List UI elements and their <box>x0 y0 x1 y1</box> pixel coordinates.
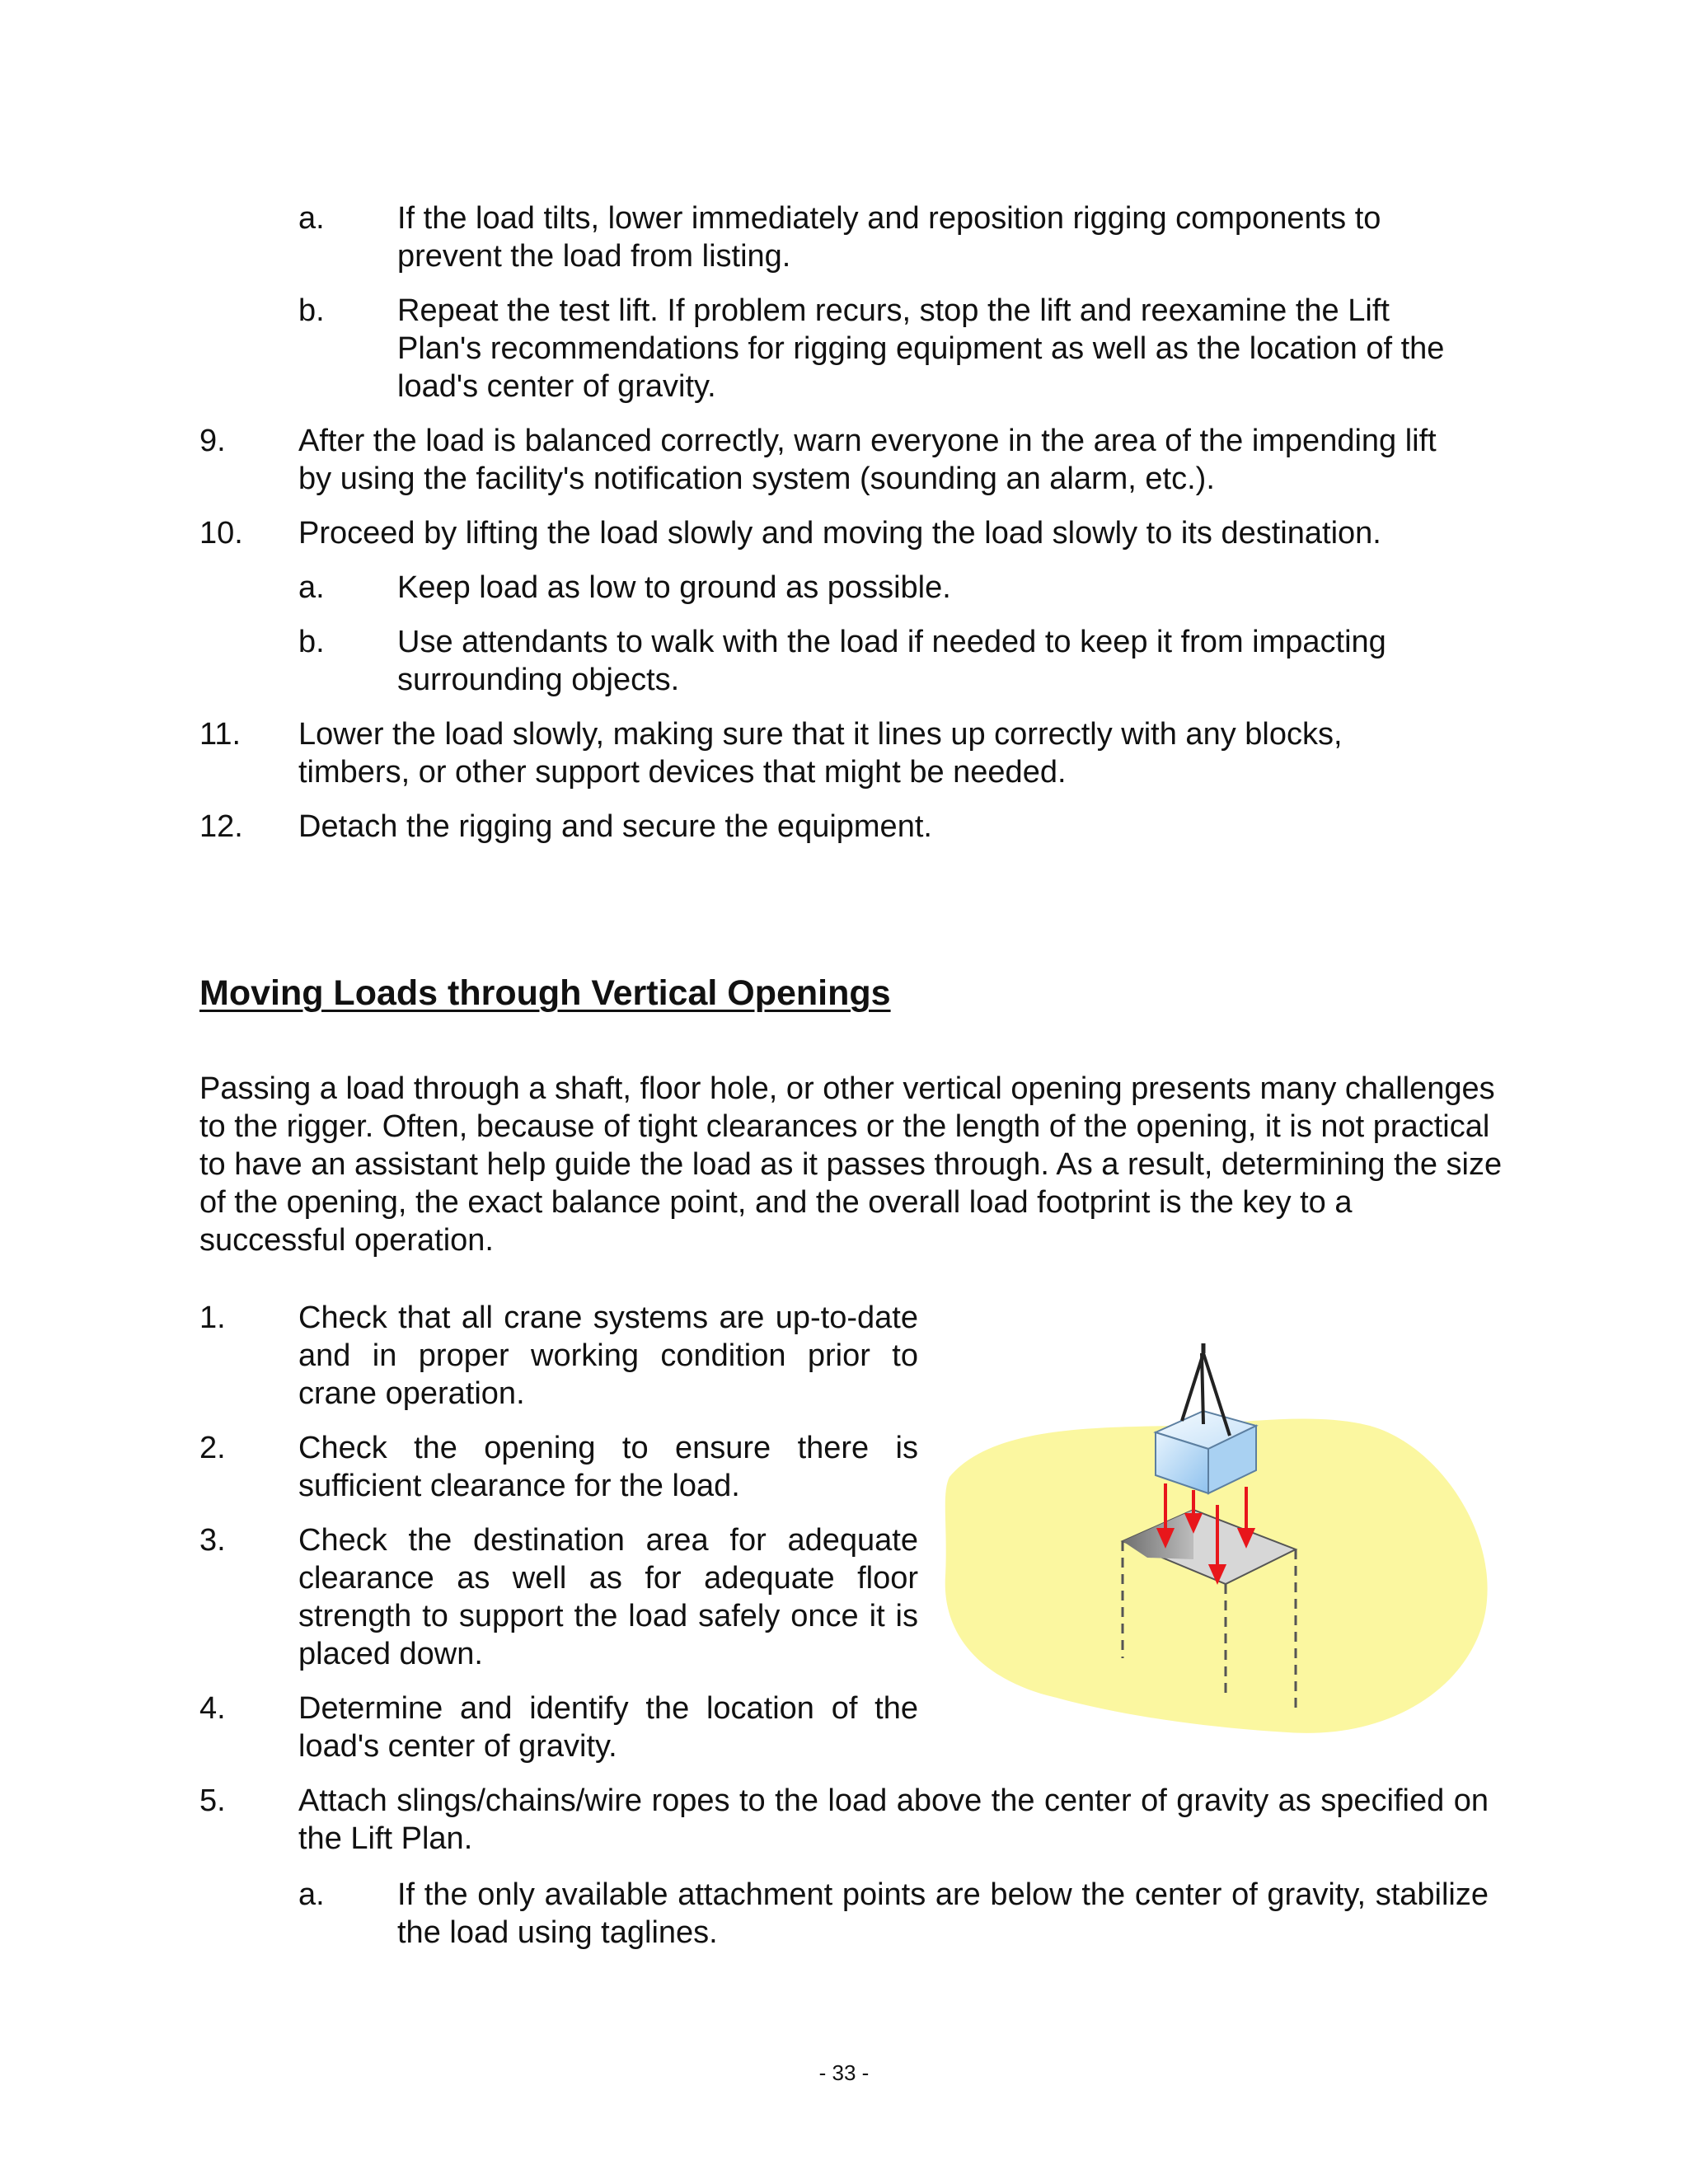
step-text: Determine and identify the location of the load's center of gravity. <box>298 1691 918 1764</box>
step-text: Check the opening to ensure there is sufficient clearance for the load. <box>298 1431 918 1503</box>
step-text: Check that all crane systems are up-to-date and in proper working condition prior to crane operation. <box>298 1301 918 1411</box>
section-paragraph: Passing a load through a shaft, floor hole, or other vertical opening presents many challenges to the rigger. Often, because of tight clearances or the length of the opening, it is not practical to have an assistant help guide the load as it passes through. As a result, determining the size of the opening, the exact balance point, and the overall load footprint is the key to a successful operation. <box>199 1071 1503 1258</box>
rigging-sling <box>1182 1353 1203 1421</box>
list-item-text: Detach the rigging and secure the equipment. <box>298 809 932 844</box>
step-marker: 1. <box>199 1301 226 1335</box>
list-marker: 10. <box>199 516 243 551</box>
list-marker: 9. <box>199 424 226 458</box>
list-marker: a. <box>298 201 325 236</box>
list-item-text: Proceed by lifting the load slowly and moving the load slowly to its destination. <box>298 516 1381 551</box>
list-item-text: Lower the load slowly, making sure that it lines up correctly with any blocks, timbers, or other support devices that might be needed. <box>298 717 1343 790</box>
list-item-text: Repeat the test lift. If problem recurs, stop the lift and reexamine the Lift Plan's recommendations for rigging equipment as well as the location of the load's center of gravity. <box>397 293 1445 404</box>
list-item-text: If the load tilts, lower immediately and reposition rigging components to prevent the load from listing. <box>397 201 1381 274</box>
rigging-sling <box>1202 1353 1203 1424</box>
list-marker: b. <box>298 625 325 659</box>
step-text: If the only available attachment points are below the center of gravity, stabilize the load using taglines. <box>397 1877 1489 1950</box>
vertical-opening-illustration <box>941 1329 1493 1739</box>
step-marker: 5. <box>199 1783 226 1818</box>
list-item-text: Keep load as low to ground as possible. <box>397 570 951 605</box>
list-marker: 12. <box>199 809 243 844</box>
page-number: - 33 - <box>818 2060 870 2085</box>
step-text: Attach slings/chains/wire ropes to the load above the center of gravity as specified on the Lift Plan. <box>298 1783 1489 1856</box>
list-item-text: After the load is balanced correctly, warn everyone in the area of the impending lift by using the facility's notification system (sounding an alarm, etc.). <box>298 424 1437 496</box>
list-item-text: Use attendants to walk with the load if needed to keep it from impacting surrounding objects. <box>397 625 1386 697</box>
step-marker: 4. <box>199 1691 226 1726</box>
section-heading: Moving Loads through Vertical Openings <box>199 973 891 1013</box>
list-marker: a. <box>298 570 325 605</box>
step-text: Check the destination area for adequate clearance as well as for adequate floor strength to support the load safely once it is placed down. <box>298 1523 918 1671</box>
list-marker: b. <box>298 293 325 328</box>
step-marker: 3. <box>199 1523 226 1558</box>
step-marker: a. <box>298 1877 325 1912</box>
step-marker: 2. <box>199 1431 226 1465</box>
list-marker: 11. <box>199 717 241 752</box>
